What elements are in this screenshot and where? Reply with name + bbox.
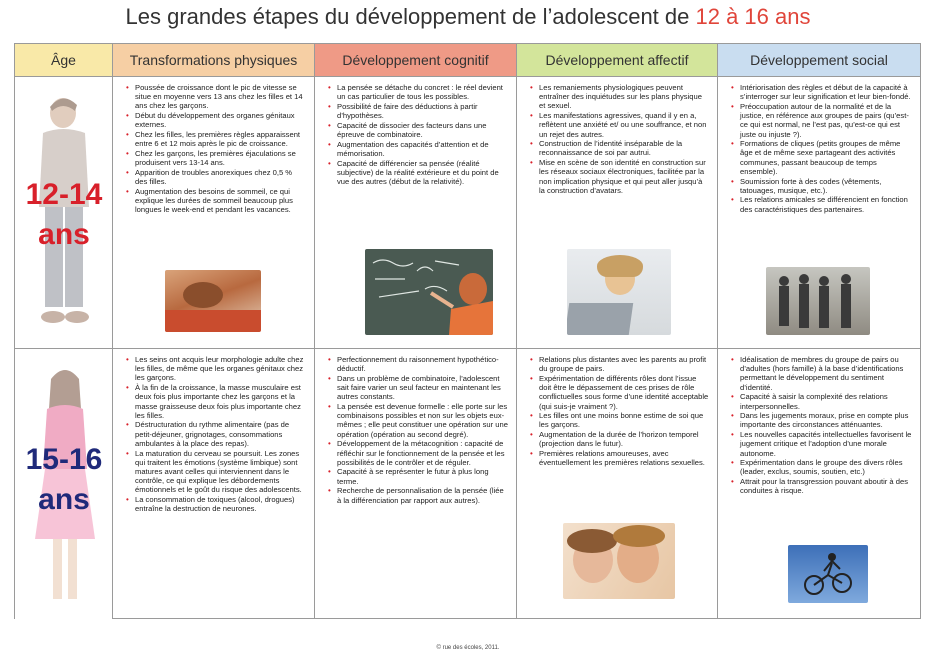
list-item: • Les relations amicales se différencient en fonction des caractéristiques des partenaires. [728, 195, 912, 213]
list-item: • Capacité à saisir la complexité des relations interpersonnelles. [728, 392, 912, 410]
age-cell-15-16 [15, 349, 113, 619]
age-label-15-16: 15-16 ans [25, 443, 103, 516]
age-cell-12-14 [15, 77, 113, 349]
list-item: • Dans les jugements moraux, prise en compte plus importante des circonstances atténuantes. [728, 411, 912, 429]
copyright-caption: © rue des écoles, 2011. [436, 645, 500, 651]
social-list-15-16 [728, 355, 916, 496]
header-physical: Transformations physiques [113, 44, 315, 77]
affective-cell-12-14 [517, 77, 718, 349]
affective-list-12-14 [527, 83, 713, 195]
list-item: • À la fin de la croissance, la masse musculaire est deux fois plus importante chez les garçons et la masse graisseuse deux fois plus importante chez les filles. [123, 383, 306, 420]
list-item: • Possibilité de faire des déductions à partir d’hypothèses. [325, 102, 508, 120]
header-cognitive: Développement cognitif [315, 44, 517, 77]
list-item: • Recherche de personnalisation de la pensée (liée à la différenciation par rapport aux autres). [325, 486, 508, 504]
list-item: • Premières relations amoureuses, avec éventuellement les premières relations sexuelles. [527, 449, 709, 467]
list-item: • La consommation de toxiques (alcool, drogues) entraîne la destruction de neurones. [123, 495, 306, 513]
couple-photo [563, 523, 675, 599]
development-table [14, 43, 921, 619]
list-item: • Intériorisation des règles et début de la capacité à s’interroger sur leur signification et leur bien-fondé. [728, 83, 912, 101]
list-item: • Les seins ont acquis leur morphologie adulte chez les filles, de même que les organes génitaux chez les garçons. [123, 355, 306, 383]
list-item: • Capacité à se représenter le futur à plus long terme. [325, 467, 508, 485]
physical-list-15-16 [123, 355, 310, 513]
list-item: • Capacité de différencier sa pensée (réalité subjective) de la réalité extérieure et du point de vue des autres (début de la relativité). [325, 159, 508, 187]
list-item: • Construction de l’identité inséparable de la reconnaissance de soi par autrui. [527, 139, 709, 157]
list-item: • Chez les garçons, les premières éjaculations se produisent vers 13-14 ans. [123, 149, 306, 167]
cognitive-list-15-16 [325, 355, 512, 505]
list-item: • Développement de la métacognition : capacité de réfléchir sur le fonctionnement de la pensée et les possibilités de le contrôler et de réguler. [325, 439, 508, 467]
list-item: • Les remaniements physiologiques peuvent entraîner des inquiétudes sur les plans physique et sexuel. [527, 83, 709, 111]
sleeping-student-photo [165, 270, 261, 332]
header-social: Développement social [718, 44, 920, 77]
page-title [0, 4, 936, 30]
list-item: • La pensée se détache du concret : le réel devient un cas particulier de tous les possibles. [325, 83, 508, 101]
list-item: • Soumission forte à des codes (vêtements, tatouages, musique, etc.). [728, 177, 912, 195]
group-figures [766, 267, 870, 335]
list-item: • Augmentation de la durée de l’horizon temporel (projection dans le futur). [527, 430, 709, 448]
physical-list-12-14 [123, 83, 310, 214]
title-prefix: Les grandes étapes du développement de l’adolescent de [125, 4, 696, 29]
list-item: • Apparition de troubles anorexiques chez 0,5 % des filles. [123, 168, 306, 186]
cognitive-cell-15-16 [315, 349, 517, 619]
social-cell-15-16 [718, 349, 920, 619]
list-item: • Augmentation des capacités d’attention et de mémorisation. [325, 140, 508, 158]
cognitive-cell-12-14 [315, 77, 517, 349]
cognitive-list-12-14 [325, 83, 512, 186]
list-item: • Poussée de croissance dont le pic de vitesse se situe en moyenne vers 13 ans chez les filles et 14 ans chez les garçons. [123, 83, 306, 111]
bmx-rider-photo [788, 545, 868, 603]
list-item: • Les manifestations agressives, quand il y en a, reflètent une anxiété et/ ou une souffrance, et non un rejet des autres. [527, 111, 709, 139]
list-item: • Expérimentation dans le groupe des divers rôles (leader, exclus, soumis, soutien, etc.) [728, 458, 912, 476]
list-item: • Préoccupation autour de la normalité et de la justice, en référence aux groupes de pairs (qu’est-ce qui est normal, ne l’est pas, qu’est-ce qui est juste ou injuste ?). [728, 102, 912, 139]
social-cell-12-14 [718, 77, 920, 349]
title-highlight: 12 à 16 ans [695, 4, 811, 29]
list-item: • Expérimentation de différents rôles dont l’issue doit être le dépassement de ces prises de rôle conflictuelles sous forme d’une identité acceptable (qui suis-je vraiment ?). [527, 374, 709, 411]
list-item: • Les filles ont une moins bonne estime de soi que les garçons. [527, 411, 709, 429]
group-teens-photo [766, 267, 870, 335]
list-item: • Perfectionnement du raisonnement hypothético-déductif. [325, 355, 508, 373]
list-item: • La pensée est devenue formelle : elle porte sur les combinaisons possibles et non sur les objets eux-mêmes ; elle peut constituer une opération sur une opération (opération au second degré). [325, 402, 508, 439]
laptop-girl-photo [567, 249, 671, 335]
list-item: • Relations plus distantes avec les parents au profit du groupe de pairs. [527, 355, 709, 373]
list-item: • Début du développement des organes génitaux externes. [123, 111, 306, 129]
list-item: • Formations de cliques (petits groupes de même âge et de même sexe partageant des activités communes, passant beaucoup de temps ensemble). [728, 139, 912, 176]
affective-cell-15-16 [517, 349, 718, 619]
physical-cell-15-16 [113, 349, 315, 619]
chalk-formulas [365, 249, 493, 335]
list-item: • Les nouvelles capacités intellectuelles favorisent le jugement critique et l’adoption d’une morale autonome. [728, 430, 912, 458]
list-item: • Chez les filles, les premières règles apparaissent entre 6 et 12 mois après le pic de croissance. [123, 130, 306, 148]
list-item: • Idéalisation de membres du groupe de pairs ou d’adultes (hors famille) à la base d’identifications permettant le développement du sentiment d’identité. [728, 355, 912, 392]
list-item: • Déstructuration du rythme alimentaire (pas de petit-déjeuner, grignotages, consommations ambulantes à la place des repas). [123, 420, 306, 448]
list-item: • Augmentation des besoins de sommeil, ce qui explique les durées de sommeil beaucoup plus longues le week-end et pendant les vacances. [123, 187, 306, 215]
list-item: • La maturation du cerveau se poursuit. Les zones qui traitent les émotions (système limbique) sont matures avant celles qui interviennent dans le contrôle, ce qui explique les débordements émotionnels et le goût du risque des adolescents. [123, 449, 306, 495]
physical-cell-12-14 [113, 77, 315, 349]
list-item: • Capacité de dissocier des facteurs dans une épreuve de combinatoire. [325, 121, 508, 139]
list-item: • Dans un problème de combinatoire, l’adolescent sait faire varier un seul facteur en maintenant les autres constants. [325, 374, 508, 402]
list-item: • Mise en scène de son identité en construction sur les réseaux sociaux électroniques, facilitée par la non implication physique et qui peut aller jusqu’à la construction d’avatars. [527, 158, 709, 195]
age-label-12-14: 12-14 ans [25, 178, 103, 251]
affective-list-15-16 [527, 355, 713, 467]
blackboard-photo [365, 249, 493, 335]
bmx-figure [788, 545, 868, 603]
header-affective: Développement affectif [517, 44, 718, 77]
list-item: • Attrait pour la transgression pouvant aboutir à des conduites à risque. [728, 477, 912, 495]
social-list-12-14 [728, 83, 916, 214]
header-age: Âge [15, 44, 113, 77]
